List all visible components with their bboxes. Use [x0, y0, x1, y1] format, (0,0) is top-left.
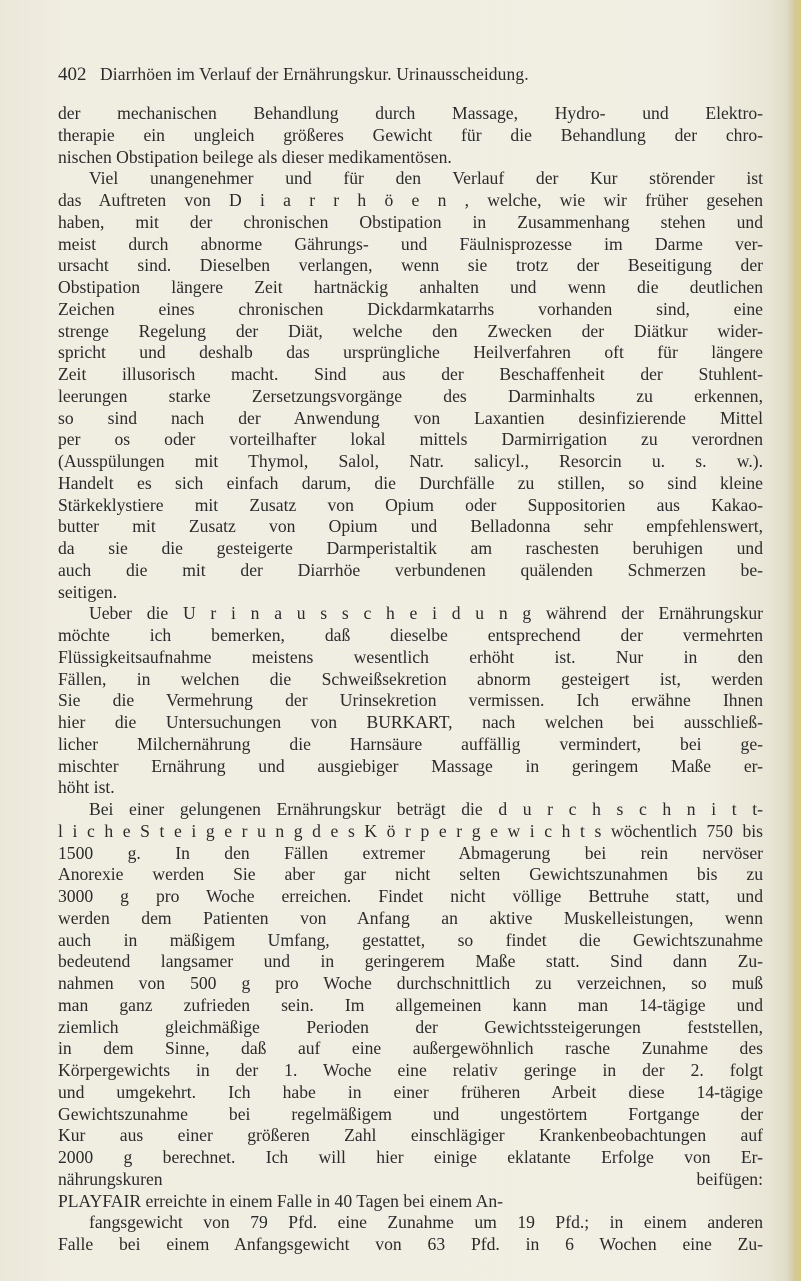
text-line: seitigen. — [58, 581, 118, 602]
text-line: haben, mit der chronischen Obstipation in Zusammenhang stehen und — [58, 211, 763, 232]
text-line: nahmen von 500 g pro Woche durchschnittlich zu verzeichnen, so muß — [58, 973, 763, 993]
text-line: das Auftreten von D i a r r h ö e n , welche, wie wir früher gesehen — [58, 190, 763, 210]
body-text — [58, 103, 763, 1278]
text-line: fangsgewicht von 79 Pfd. eine Zunahme um 19 Pfd.; in einem anderen — [89, 1212, 763, 1233]
text-line: Zeichen eines chronischen Dickdarmkatarrhs vorhanden sind, eine — [58, 298, 763, 319]
text-line: höht ist. — [58, 777, 115, 798]
text-line: Körpergewichts in der 1. Woche eine relativ geringe in der 2. folgt — [58, 1060, 763, 1080]
text-line: licher Milchernährung die Harnsäure auffällig vermindert, bei ge- — [58, 733, 763, 754]
text-line: butter mit Zusatz von Opium und Belladonna sehr empfehlenswert, — [58, 516, 763, 537]
page-number: 402 — [58, 64, 87, 85]
text-line: in dem Sinne, daß auf eine außergewöhnlich rasche Zunahme des — [58, 1038, 763, 1059]
text-line: ursacht sind. Dieselben verlangen, wenn sie trotz der Beseitigung der — [58, 255, 763, 276]
text-line: Falle bei einem Anfangsgewicht von 63 Pfd. in 6 Wochen eine Zu- — [58, 1234, 763, 1254]
text-line: hier die Untersuchungen von BURKART, nach welchen bei ausschließ- — [58, 712, 763, 732]
text-line: Ueber die U r i n a u s s c h e i d u n g während der Ernährungskur — [89, 603, 763, 624]
text-line: 3000 g pro Woche erreichen. Findet nicht völlige Bettruhe statt, und — [58, 886, 763, 906]
text-line: nischen Obstipation beilege als dieser medikamentösen. — [58, 146, 452, 167]
text-line: (Ausspülungen mit Thymol, Salol, Natr. salicyl., Resorcin u. s. w.). — [58, 451, 763, 471]
text-line: so sind nach der Anwendung von Laxantien desinfizierende Mittel — [58, 407, 763, 428]
text-line: und umgekehrt. Ich habe in einer früheren Arbeit diese 14-tägige — [58, 1081, 763, 1102]
text-line: ziemlich gleichmäßige Perioden der Gewichtssteigerungen feststellen, — [58, 1016, 763, 1037]
text-line: der mechanischen Behandlung durch Massage, Hydro- und Elektro- — [58, 103, 763, 123]
text-line: per os oder vorteilhafter lokal mittels Darmirrigation zu verordnen — [58, 429, 763, 450]
text-line: therapie ein ungleich größeres Gewicht für die Behandlung der chro- — [58, 124, 763, 145]
text-line: Fällen, in welchen die Schweißsekretion abnorm gesteigert ist, werden — [58, 668, 763, 689]
text-line: Handelt es sich einfach darum, die Durchfälle zu stillen, so sind kleine — [58, 472, 763, 493]
text-line: man ganz zufrieden sein. Im allgemeinen kann man 14-tägige und — [58, 994, 763, 1015]
text-line: strenge Regelung der Diät, welche den Zwecken der Diätkur wider- — [58, 320, 763, 341]
text-line: da sie die gesteigerte Darmperistaltik am raschesten beruhigen und — [58, 538, 763, 558]
text-line: auch die mit der Diarrhöe verbundenen quälenden Schmerzen be- — [58, 559, 763, 580]
text-line: spricht und deshalb das ursprüngliche Heilverfahren oft für längere — [58, 342, 763, 363]
text-line: möchte ich bemerken, daß dieselbe entsprechend der vermehrten — [58, 625, 763, 645]
text-line: 2000 g berechnet. Ich will hier einige eklatante Erfolge von Er- — [58, 1147, 763, 1167]
text-line: Viel unangenehmer und für den Verlauf der Kur störender ist — [89, 168, 763, 189]
text-line: Flüssigkeitsaufnahme meistens wesentlich erhöht ist. Nur in den — [58, 646, 763, 667]
text-line: leerungen starke Zersetzungsvorgänge des Darminhalts zu erkennen, — [58, 385, 763, 406]
text-line: Gewichtszunahme bei regelmäßigem und ungestörtem Fortgange der — [58, 1103, 763, 1124]
text-line: 1500 g. In den Fällen extremer Abmagerung bei rein nervöser — [58, 842, 763, 863]
text-line: bedeutend langsamer und in geringerem Maße statt. Sind dann Zu- — [58, 951, 763, 972]
text-line: Anorexie werden Sie aber gar nicht selten Gewichtszunahmen bis zu — [58, 864, 763, 885]
text-line: Kur aus einer größeren Zahl einschlägiger Krankenbeobachtungen auf — [58, 1125, 763, 1146]
text-line: meist durch abnorme Gährungs- und Fäulnisprozesse im Darme ver- — [58, 233, 763, 254]
page-edge-shading — [787, 0, 801, 1281]
text-line: mischter Ernährung und ausgiebiger Massage in geringem Maße er- — [58, 755, 763, 776]
text-line: Obstipation längere Zeit hartnäckig anhalten und wenn die deutlichen — [58, 277, 763, 297]
text-line: nährungskuren beifügen: — [58, 1168, 763, 1189]
text-line: Bei einer gelungenen Ernährungskur beträgt die d u r c h s c h n i t t- — [89, 799, 763, 819]
text-line: l i c h e S t e i g e r u n g d e s K ö r p e r g e w i c h t s wöchentlich 750 bis — [58, 820, 763, 841]
text-line: PLAYFAIR erreichte in einem Falle in 40 Tagen bei einem An- — [58, 1190, 504, 1211]
text-line: Sie die Vermehrung der Urinsekretion vermissen. Ich erwähne Ihnen — [58, 690, 763, 711]
text-line: Stärkeklystiere mit Zusatz von Opium oder Suppositorien aus Kakao- — [58, 494, 763, 515]
page-header — [58, 64, 758, 86]
text-line — [58, 1256, 763, 1278]
running-title: Diarrhöen im Verlauf der Ernährungskur. Urinausscheidung. — [100, 64, 529, 84]
text-line: auch in mäßigem Umfang, gestattet, so findet die Gewichtszunahme — [58, 929, 763, 950]
text-line: werden dem Patienten von Anfang an aktive Muskelleistungen, wenn — [58, 907, 763, 928]
text-line: Zeit illusorisch macht. Sind aus der Beschaffenheit der Stuhlent- — [58, 364, 763, 384]
